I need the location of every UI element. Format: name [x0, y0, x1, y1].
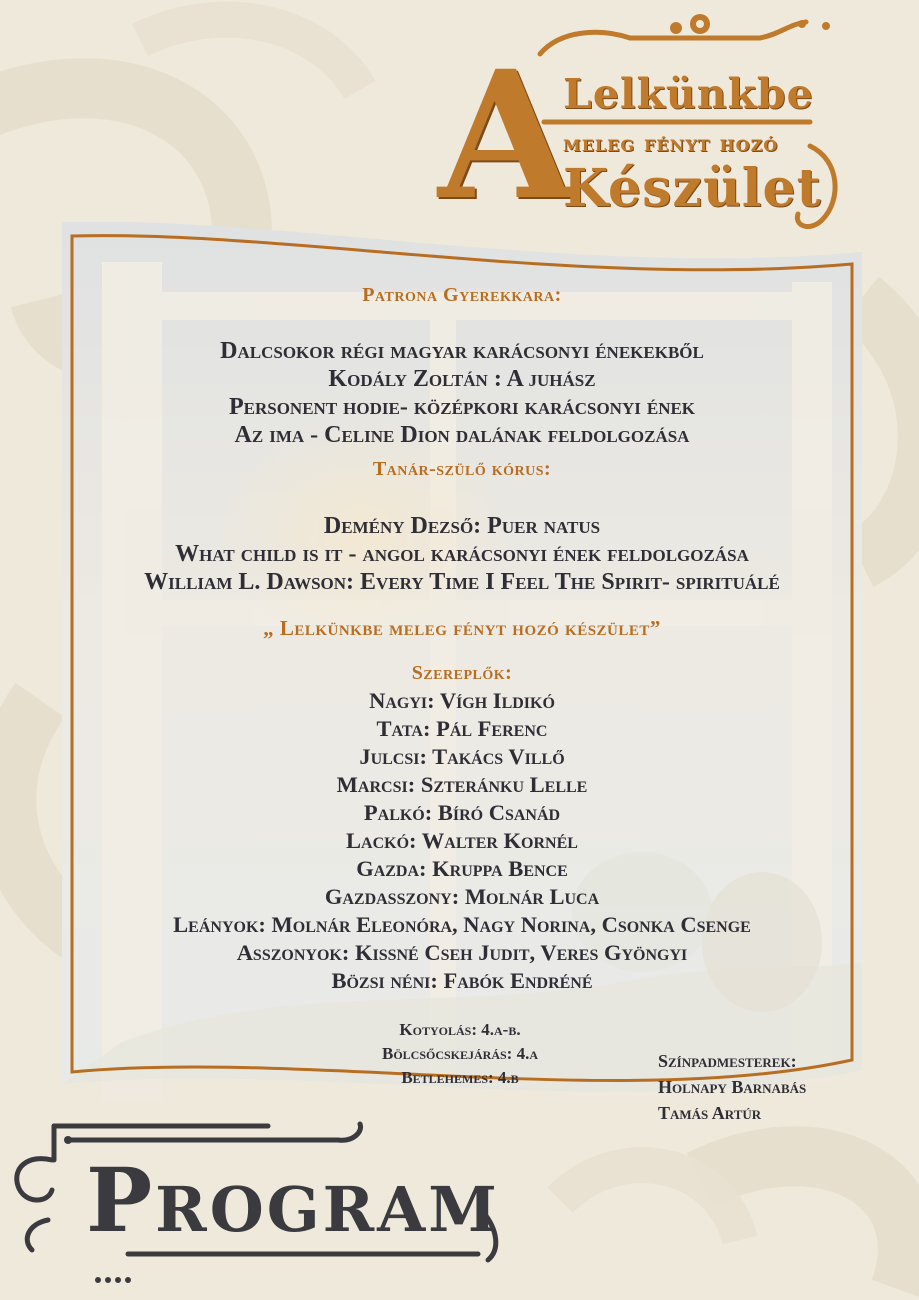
choir1-song: Kodály Zoltán : A juhász: [328, 366, 596, 392]
choir1-heading: Patrona Gyerekkara:: [362, 284, 562, 306]
cast-member: Asszonyok: Kissné Cseh Judit, Veres Gyöngyi: [236, 940, 688, 965]
choir2-heading: Tanár-szülő kórus:: [372, 458, 552, 480]
cast-member: Bözsi néni: Fabók Endréné: [331, 968, 593, 993]
choir1-song: Dalcsokor régi magyar karácsonyi énekekből: [220, 338, 704, 364]
program-panel: [62, 222, 862, 1127]
title-line-1: Lelkünkbe: [563, 70, 814, 118]
choir1-song: Personent hodie- középkori karácsonyi ének: [228, 394, 696, 420]
event-title: [430, 10, 850, 240]
extra-role: Bölcsőcskejárás: 4.a: [381, 1044, 539, 1063]
cast-member: Nagyi: Vígh Ildikó: [369, 688, 555, 713]
cast-member: Lackó: Walter Kornél: [346, 828, 578, 853]
cast-member: Julcsi: Takács Villő: [359, 744, 565, 769]
choir1-song: Az ima - Celine Dion dalának feldolgozása: [234, 422, 690, 448]
cast-member: Palkó: Bíró Csanád: [363, 800, 561, 825]
stage-crew-name: Holnapy Barnabás: [658, 1077, 807, 1097]
extra-role: Kotyolás: 4.a-b.: [399, 1020, 521, 1039]
choir2-song: Demény Dezső: Puer natus: [323, 513, 601, 539]
stage-crew-label: Színpadmesterek:: [658, 1051, 797, 1071]
stage-crew-name: Tamás Artúr: [658, 1103, 762, 1123]
cast-member: Tata: Pál Ferenc: [376, 716, 548, 741]
extra-role: Betlehemes: 4.b: [401, 1068, 519, 1087]
program-title: Program: [86, 1148, 500, 1252]
title-line-2: meleg fényt hozó: [563, 130, 779, 157]
cast-heading: Szereplők:: [411, 662, 513, 684]
program-banner: [8, 1120, 508, 1300]
cast-member: Gazdasszony: Molnár Luca: [324, 884, 600, 909]
title-letter: A: [438, 32, 575, 239]
cast-member: Leányok: Molnár Eleonóra, Nagy Norina, Csonka Csenge: [173, 912, 751, 937]
play-title: „ Lelkünkbe meleg fényt hozó készület”: [263, 616, 661, 640]
choir2-song: What child is it - angol karácsonyi ének feldolgozása: [175, 541, 749, 567]
cast-member: Gazda: Kruppa Bence: [356, 856, 568, 881]
cast-member: Marcsi: Szteránku Lelle: [336, 772, 588, 797]
title-line-3: Készület: [563, 158, 822, 219]
stage-crew: [658, 1048, 806, 1126]
choir2-song: William L. Dawson: Every Time I Feel The Spirit- spirituálé: [144, 569, 780, 595]
